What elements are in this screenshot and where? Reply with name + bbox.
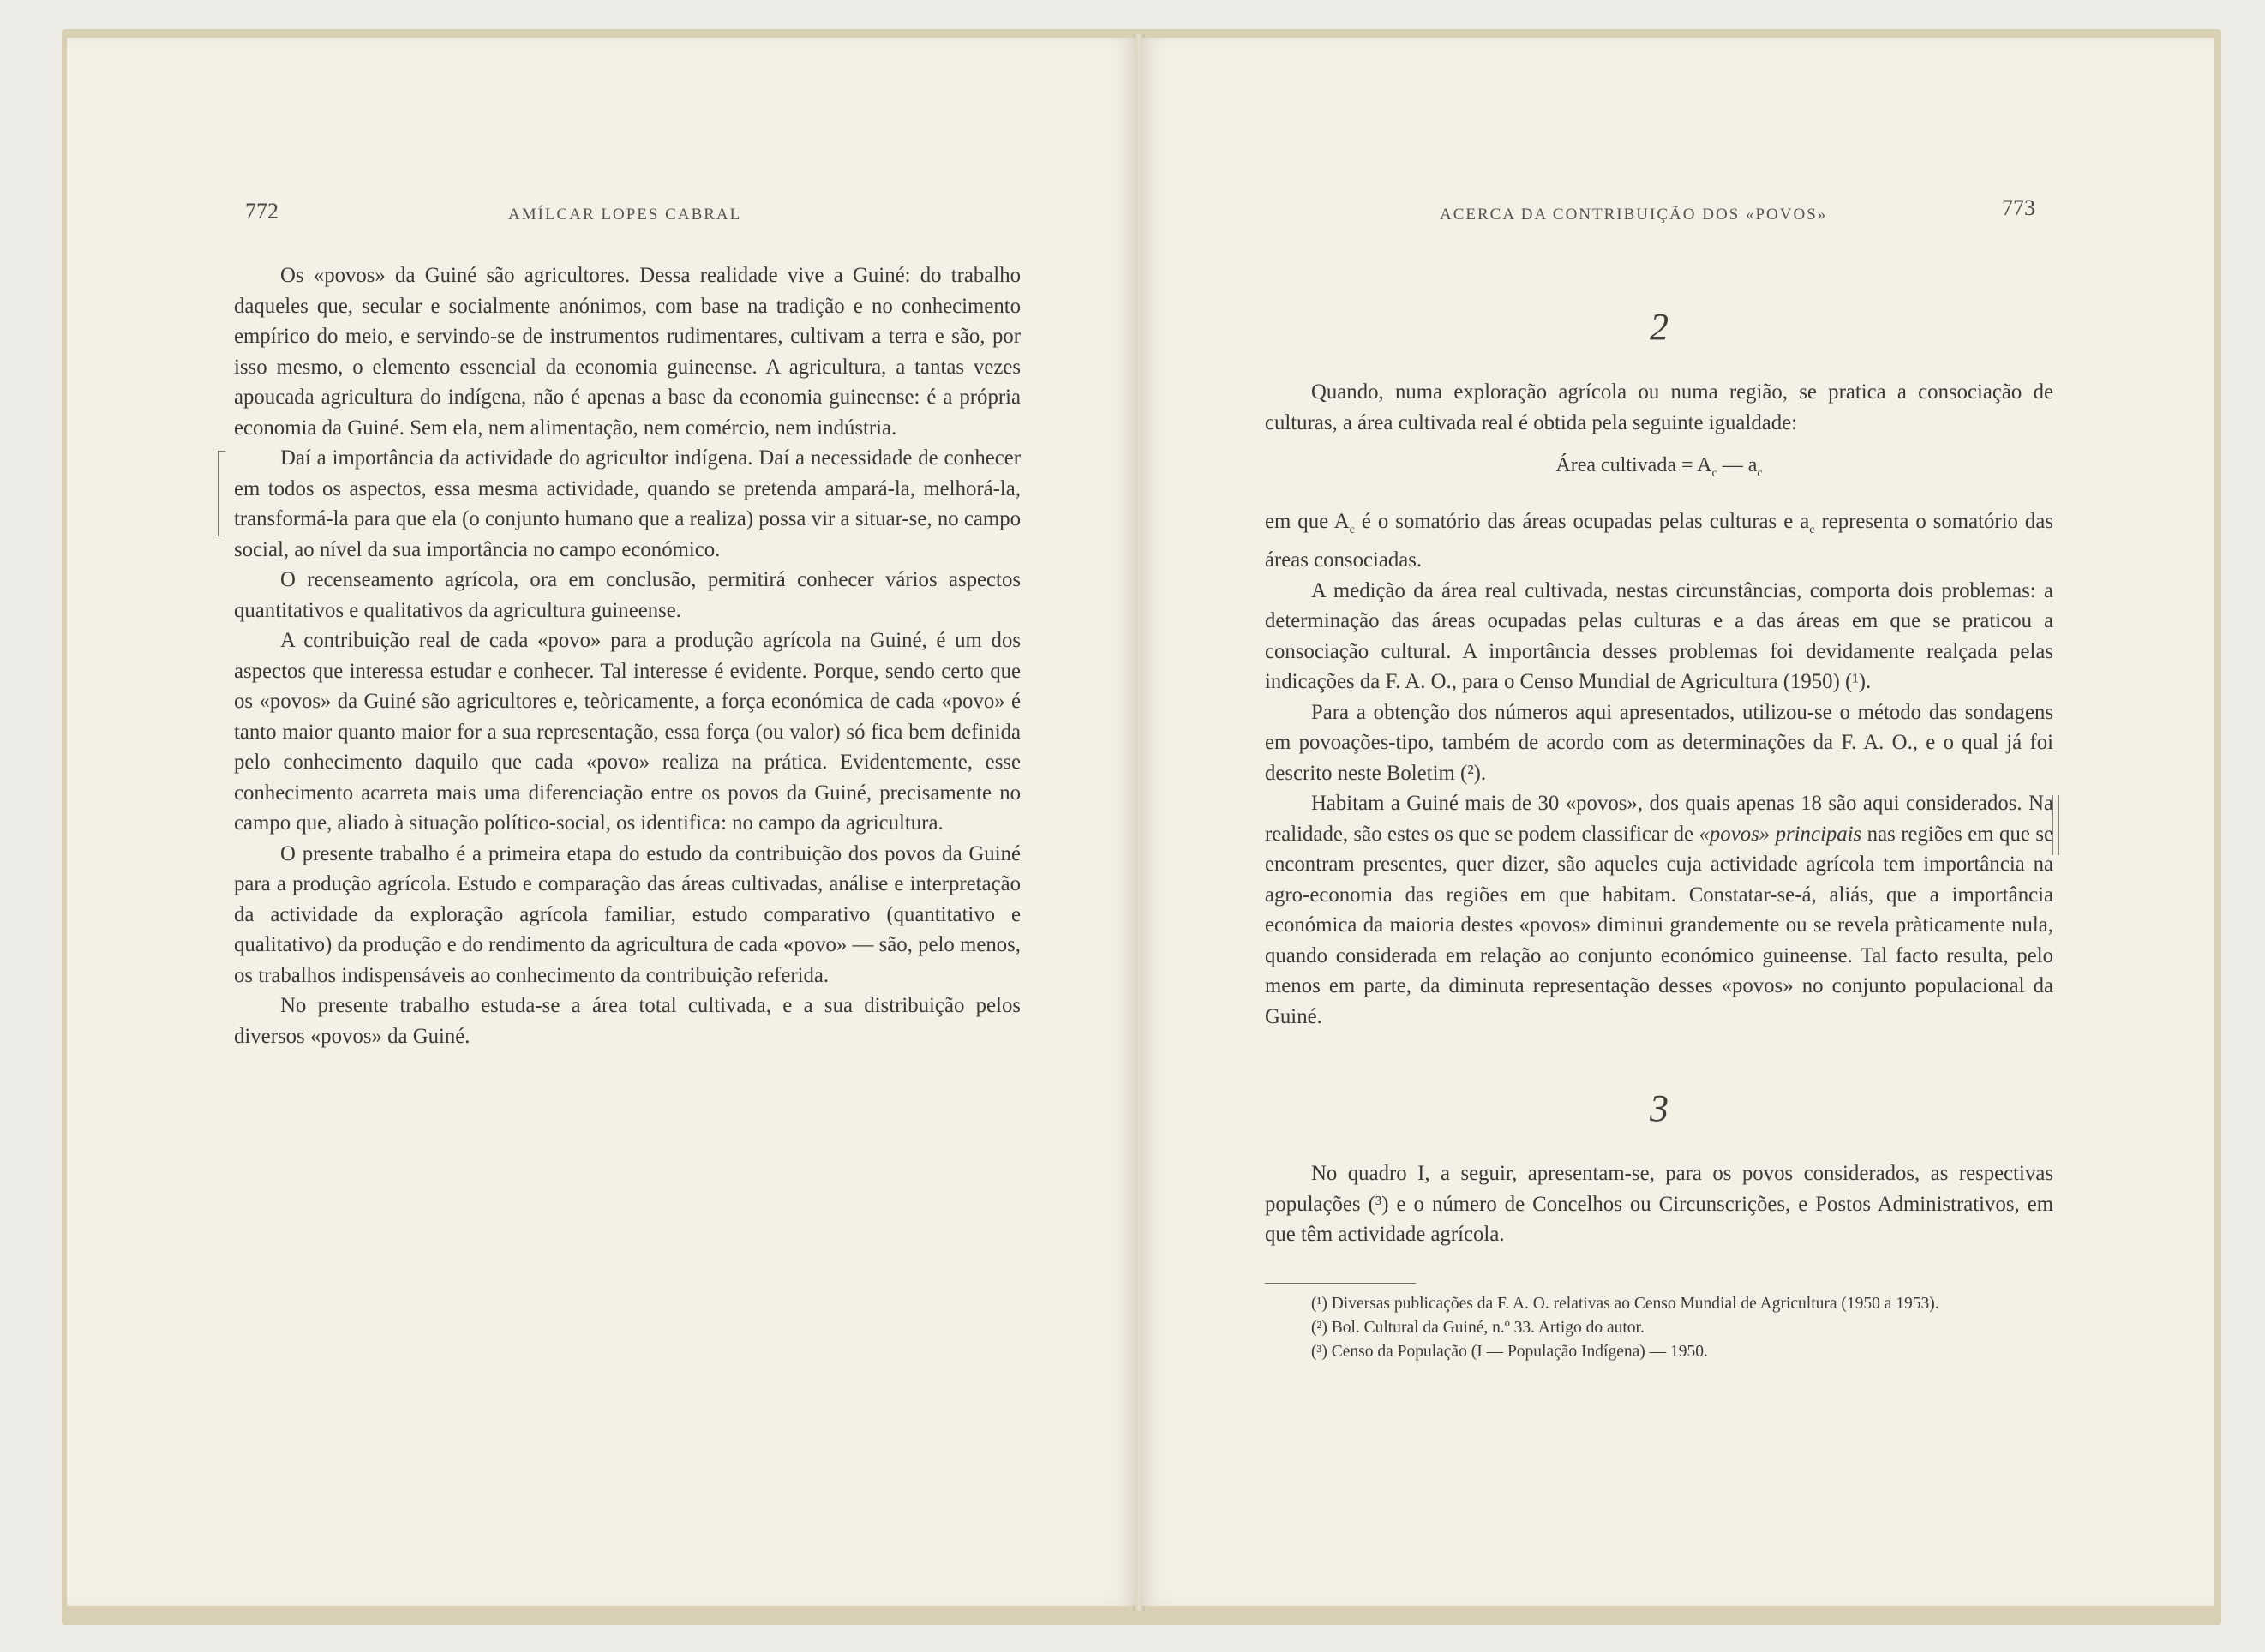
formula-lhs: Área cultivada = A <box>1555 454 1712 476</box>
footnote: (²) Bol. Cultural da Guiné, n.º 33. Artigo do autor. <box>1311 1318 1645 1337</box>
formula-explanation <box>1265 506 2053 576</box>
formula-subscript: c <box>1809 523 1815 536</box>
paragraph: A contribuição real de cada «povo» para a produção agrícola na Guiné, é um dos aspectos que interessa estudar e conhecer. Tal interesse é evidente. Porque, sendo certo que os «povos» da Guiné são agricultores e, teòricamente, a força económica de cada «povo» é tanto maior quanto maior for a sua representação, essa força (ou valor) só fica bem definida pelo conhecimento daquilo que cada «povo» realiza na prática. Evidentemente, esse conhecimento acarreta mais uma diferenciação entre os povos da Guiné, precisamente no campo que, aliado à situação político-social, os identifica: no campo da agricultura. <box>234 629 1021 835</box>
text-run: em que A <box>1265 509 1350 533</box>
text-run: é o somatório das áreas ocupadas pelas culturas e a <box>1354 509 1810 533</box>
margin-double-bar-mark <box>2052 795 2064 859</box>
right-page <box>1140 38 2214 1606</box>
paragraph: O recenseamento agrícola, ora em conclusão, permitirá conhecer vários aspectos quantitativos e qualitativos da agricultura guineense. <box>234 568 1021 622</box>
formula-rhs: — a <box>1717 454 1758 476</box>
formula <box>1265 450 2053 489</box>
paragraph: A medição da área real cultivada, nestas circunstâncias, comporta dois problemas: a determinação das áreas ocupadas pelas culturas e a das áreas em que se praticou a consociação cultural. A importância desses problemas foi devidamente realçada pelas indicações da F. A. O., para o Censo Mundial de Agricultura (1950) (¹). <box>1265 578 2053 694</box>
page-number-right: 773 <box>2002 195 2035 220</box>
text-run: Habitam a Guiné mais de 30 «povos», dos quais apenas 18 são aqui considerados. Na realidade, são estes os que se podem classificar de <box>1265 792 2053 846</box>
formula-subscript: c <box>1349 523 1355 536</box>
section-number: 3 <box>1650 1087 1669 1130</box>
text-run: nas regiões em que se encontram presentes, quer dizer, são aqueles cuja actividade agrícola tem importância na agro-economia das regiões em que habitam. Constatar-se-á, aliás, que a importância económica da maioria destes «povos» diminui grandemente ou se revela pràticamente nula, quando considerada em relação ao conjunto económico guineense. Tal facto resulta, pelo menos em parte, da diminuta representação desses «povos» no conjunto populacional da Guiné. <box>1265 822 2053 1028</box>
paragraph: Daí a importância da actividade do agricultor indígena. Daí a necessidade de conhecer em todos os aspectos, essa mesma actividade, quando se pretenda ampará-la, melhorá-la, transformá-la para que ela (o conjunto humano que a realiza) possa vir a situar-se, no campo social, ao nível da sua importância no campo económico. <box>234 446 1021 561</box>
footnote: (³) Censo da População (I — População Indígena) — 1950. <box>1311 1342 1708 1361</box>
formula-subscript: c <box>1711 466 1717 480</box>
paragraph: O presente trabalho é a primeira etapa do estudo da contribuição dos povos da Guiné para a produção agrícola. Estudo e comparação das áreas cultivadas, análise e interpretação da actividade da exploração agrícola familiar, estudo comparativo (quantitativo e qualitativo) da produção e do rendimento da agricultura de cada «povo» — são, pelo menos, os trabalhos indispensáveis ao conhecimento da contribuição referida. <box>234 841 1021 987</box>
footnote-rule <box>1265 1283 1416 1284</box>
footnote: (¹) Diversas publicações da F. A. O. relativas ao Censo Mundial de Agricultura (1950 a 1953). <box>1311 1294 1939 1313</box>
section-number: 2 <box>1650 306 1669 348</box>
running-head-right: ACERCA DA CONTRIBUIÇÃO DOS «POVOS» <box>1440 206 1828 224</box>
paragraph: Os «povos» da Guiné são agricultores. Dessa realidade vive a Guiné: do trabalho daqueles que, secular e socialmente anónimos, com base na tradição e no conhecimento empírico do meio, e servindo-se de instrumentos rudimentares, cultivam a terra e são, por isso mesmo, o elemento essencial da economia guineense. A agricultura, a tantas vezes apoucada agricultura do indígena, não é apenas a base da economia guineense: é a própria economia da Guiné. Sem ela, nem alimentação, nem comércio, nem indústria. <box>234 264 1021 440</box>
right-body-text <box>1265 302 2053 1364</box>
paragraph: No presente trabalho estuda-se a área total cultivada, e a sua distribuição pelos diversos «povos» da Guiné. <box>234 994 1021 1048</box>
paragraph: Quando, numa exploração agrícola ou numa região, se pratica a consociação de culturas, a área cultivada real é obtida pela seguinte igualdade: <box>1265 380 2053 434</box>
page-number-left: 772 <box>245 199 279 224</box>
left-page <box>67 38 1136 1606</box>
paragraph <box>1265 788 2053 1032</box>
paragraph: No quadro I, a seguir, apresentam-se, para os povos considerados, as respectivas populações (³) e o número de Concelhos ou Circunscrições, e Postos Administrativos, em que têm actividade agrícola. <box>1265 1162 2053 1247</box>
paragraph: Para a obtenção dos números aqui apresentados, utilizou-se o método das sondagens em povoações-tipo, também de acordo com as determinações da F. A. O., e o qual já foi descrito neste Boletim (²). <box>1265 700 2053 785</box>
italic-term: «povos» principais <box>1699 822 1862 846</box>
left-body-text <box>234 260 1021 1051</box>
text-run: representa o somatório das áreas consociadas. <box>1265 509 2053 572</box>
formula-subscript: c <box>1757 466 1763 480</box>
running-head-left: AMÍLCAR LOPES CABRAL <box>508 206 742 224</box>
margin-bracket-mark <box>218 451 225 536</box>
